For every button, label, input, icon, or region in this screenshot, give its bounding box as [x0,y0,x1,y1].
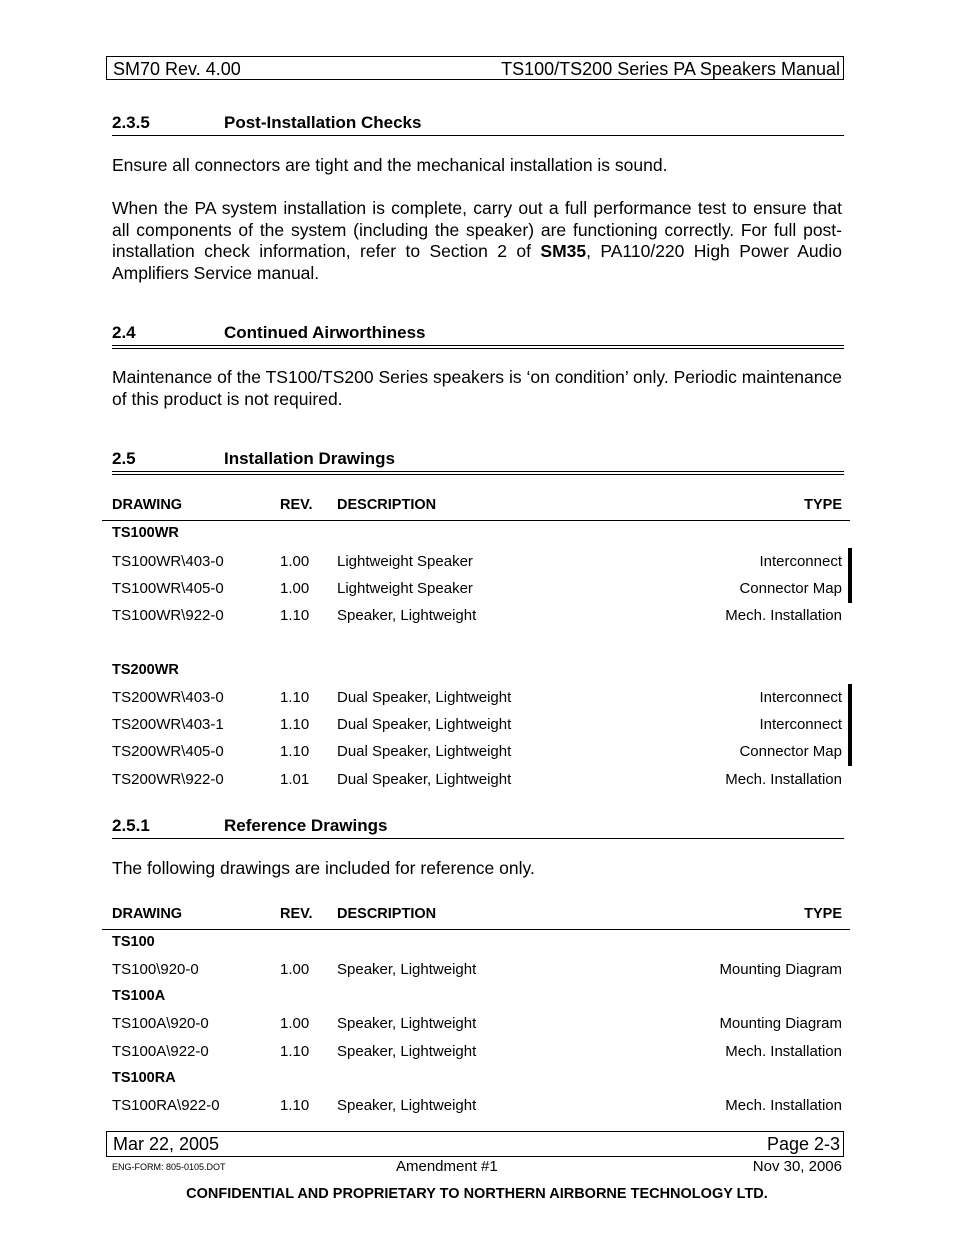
col-header-description: DESCRIPTION [337,497,437,513]
heading-rule [112,135,844,136]
col-header-type: TYPE [804,497,842,513]
section-number: 2.5.1 [112,816,150,835]
col-header-rev: REV. [280,497,313,513]
col-header-type: TYPE [804,906,842,922]
group-label: TS100WR [112,525,179,541]
paragraph: Ensure all connectors are tight and the mechanical installation is sound. [112,155,668,175]
doc-title: TS100/TS200 Series PA Speakers Manual [501,59,840,79]
group-label: TS100A [112,988,166,1004]
page-header [106,56,844,80]
table-header-rule [102,929,850,930]
group-label: TS100RA [112,1070,176,1086]
section-title: Continued Airworthiness [224,323,426,342]
group-label: TS200WR [112,662,179,678]
heading-rule [112,838,844,839]
paragraph: Maintenance of the TS100/TS200 Series speakers is ‘on condition’ only. Periodic maintenance of this product is not required. [112,367,842,409]
page-footer [106,1131,844,1157]
section-title: Installation Drawings [224,449,395,468]
section-number: 2.3.5 [112,113,150,132]
amendment: Amendment #1 [396,1158,498,1175]
col-header-rev: REV. [280,906,313,922]
form-id: ENG-FORM: 805-0105.DOT [112,1162,226,1172]
section-number: 2.4 [112,323,136,342]
section-title: Post-Installation Checks [224,113,422,132]
section-number: 2.5 [112,449,136,468]
amendment-date: Nov 30, 2006 [752,1158,842,1175]
revision-change-bar [848,548,852,603]
doc-reference: SM35 [540,241,587,261]
page-number: Page 2-3 [766,1134,840,1154]
revision-change-bar [848,684,852,766]
confidential-notice: CONFIDENTIAL AND PROPRIETARY TO NORTHERN AIRBORNE TECHNOLOGY LTD. [186,1186,768,1202]
table-header-rule [102,520,850,521]
col-header-drawing: DRAWING [112,906,183,922]
paragraph: The following drawings are included for reference only. [112,858,535,878]
footer-date: Mar 22, 2005 [113,1134,220,1154]
paragraph: When the PA system installation is complete, carry out a full performance test to ensure that all components of the system (including the speaker) are functioning correctly. For full post-installation check information, refer to Section 2 of SM35, PA110/220 High Power Audio Amplifiers Service manual. [112,198,842,283]
heading-rule [112,471,844,475]
col-header-description: DESCRIPTION [337,906,437,922]
heading-rule [112,345,844,349]
col-header-drawing: DRAWING [112,497,183,513]
group-label: TS100 [112,934,155,950]
doc-id: SM70 Rev. 4.00 [113,59,241,79]
section-title: Reference Drawings [224,816,388,835]
